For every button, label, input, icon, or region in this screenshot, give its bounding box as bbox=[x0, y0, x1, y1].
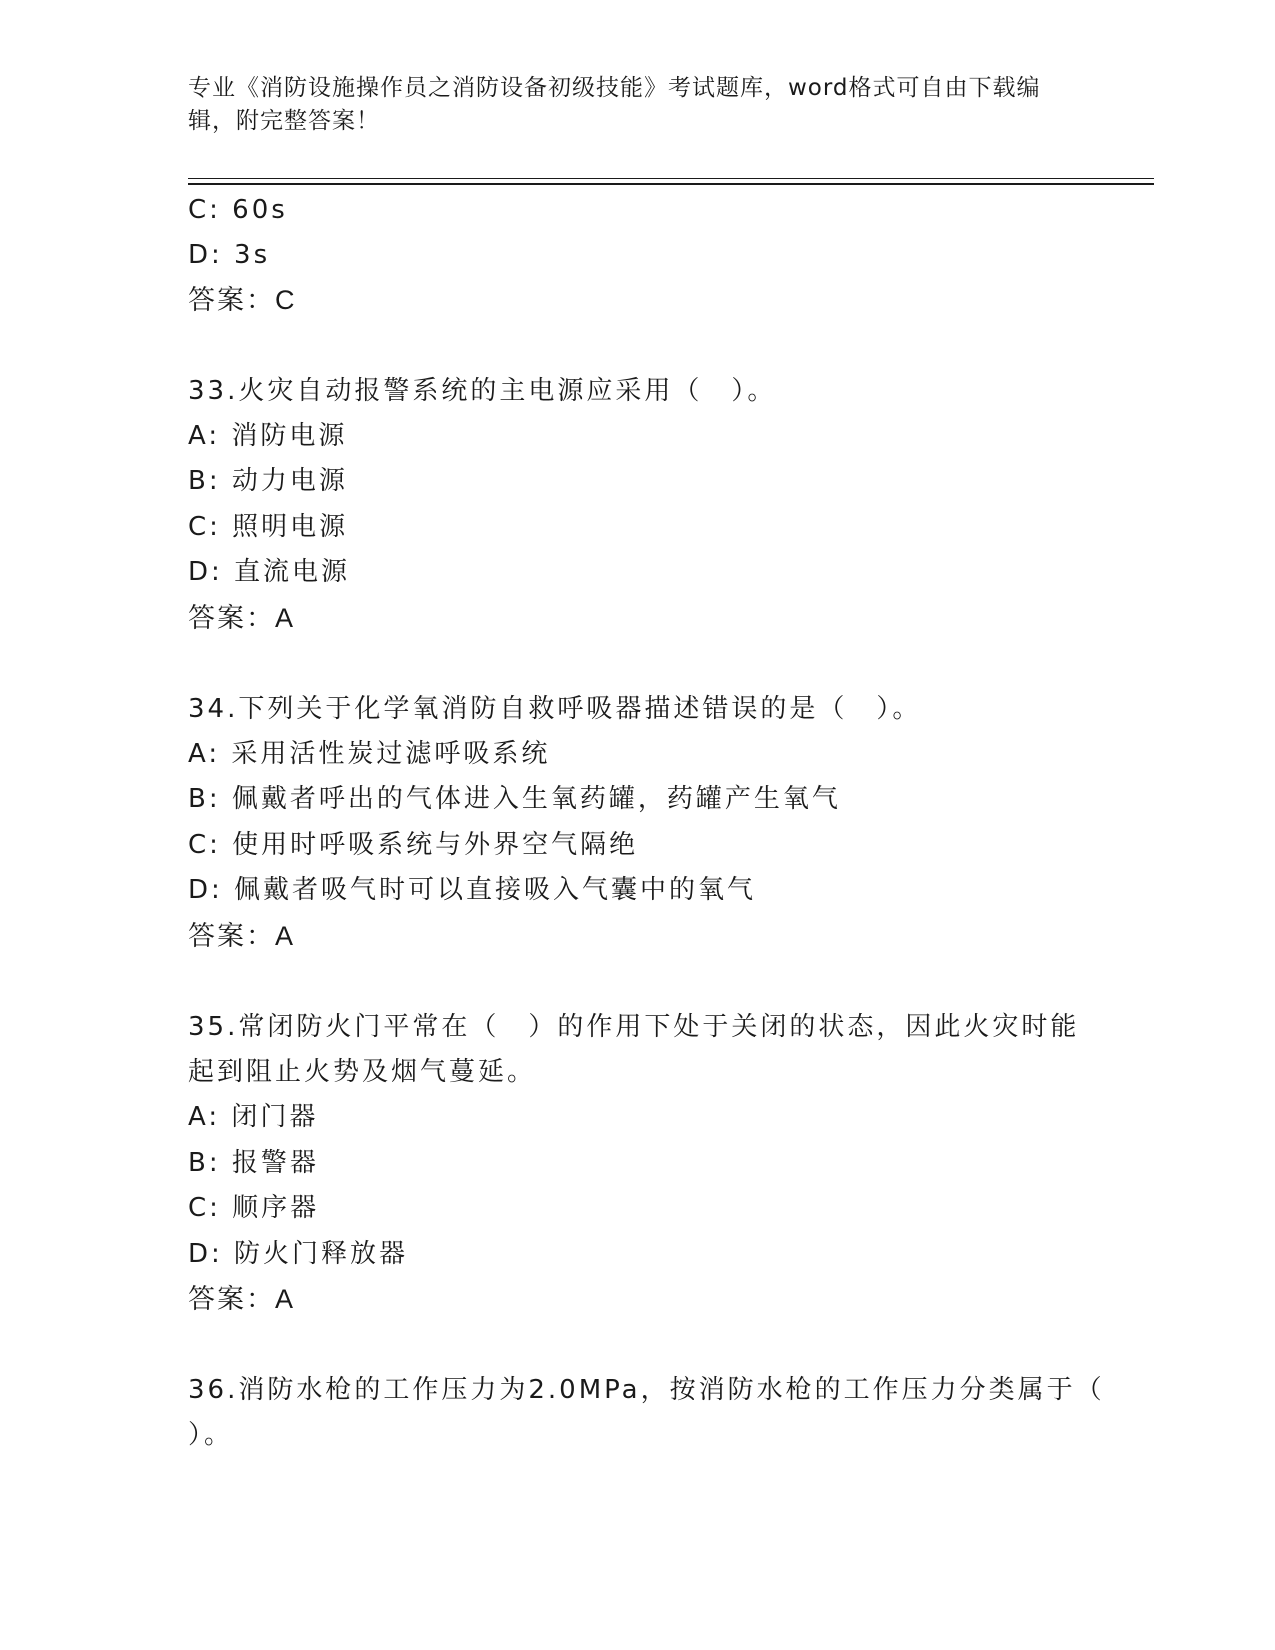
q35-option-c: C: 顺序器 bbox=[188, 1193, 320, 1223]
prev-answer: 答案：C bbox=[188, 285, 297, 315]
q35-option-b: B: 报警器 bbox=[188, 1148, 319, 1178]
q35-question-line-1: 35.常闭防火门平常在（ ）的作用下处于关闭的状态，因此火灾时能 bbox=[188, 1012, 1080, 1042]
q33-question: 33.火灾自动报警系统的主电源应采用（ ）。 bbox=[188, 376, 777, 406]
header-rule-thin bbox=[188, 178, 1154, 179]
q33-option-c: C: 照明电源 bbox=[188, 512, 349, 542]
prev-option-d: D: 3s bbox=[188, 240, 271, 270]
q35-question-line-2: 起到阻止火势及烟气蔓延。 bbox=[188, 1057, 537, 1087]
q34-question: 34.下列关于化学氧消防自救呼吸器描述错误的是（ ）。 bbox=[188, 694, 922, 724]
q34-answer: 答案：A bbox=[188, 921, 296, 951]
q33-answer: 答案：A bbox=[188, 603, 296, 633]
q33-option-a: A: 消防电源 bbox=[188, 421, 348, 451]
q35-option-a: A: 闭门器 bbox=[188, 1102, 319, 1132]
q34-option-a: A: 采用活性炭过滤呼吸系统 bbox=[188, 739, 551, 769]
q35-answer: 答案：A bbox=[188, 1284, 296, 1314]
q34-option-c: C: 使用时呼吸系统与外界空气隔绝 bbox=[188, 830, 639, 860]
q33-option-b: B: 动力电源 bbox=[188, 466, 348, 496]
header-rule-thick bbox=[188, 183, 1154, 185]
q34-option-d: D: 佩戴者吸气时可以直接吸入气囊中的氧气 bbox=[188, 875, 757, 905]
q36-question-line-1: 36.消防水枪的工作压力为2.0MPa，按消防水枪的工作压力分类属于（ bbox=[188, 1375, 1105, 1405]
q33-option-d: D: 直流电源 bbox=[188, 557, 351, 587]
q35-option-d: D: 防火门释放器 bbox=[188, 1239, 409, 1269]
q34-option-b: B: 佩戴者呼出的气体进入生氧药罐，药罐产生氧气 bbox=[188, 784, 841, 814]
prev-option-c: C: 60s bbox=[188, 195, 288, 225]
q36-question-line-2: ）。 bbox=[188, 1420, 234, 1450]
document-header: 专业《消防设施操作员之消防设备初级技能》考试题库，word格式可自由下载编辑，附完整答案！ bbox=[188, 75, 1041, 134]
